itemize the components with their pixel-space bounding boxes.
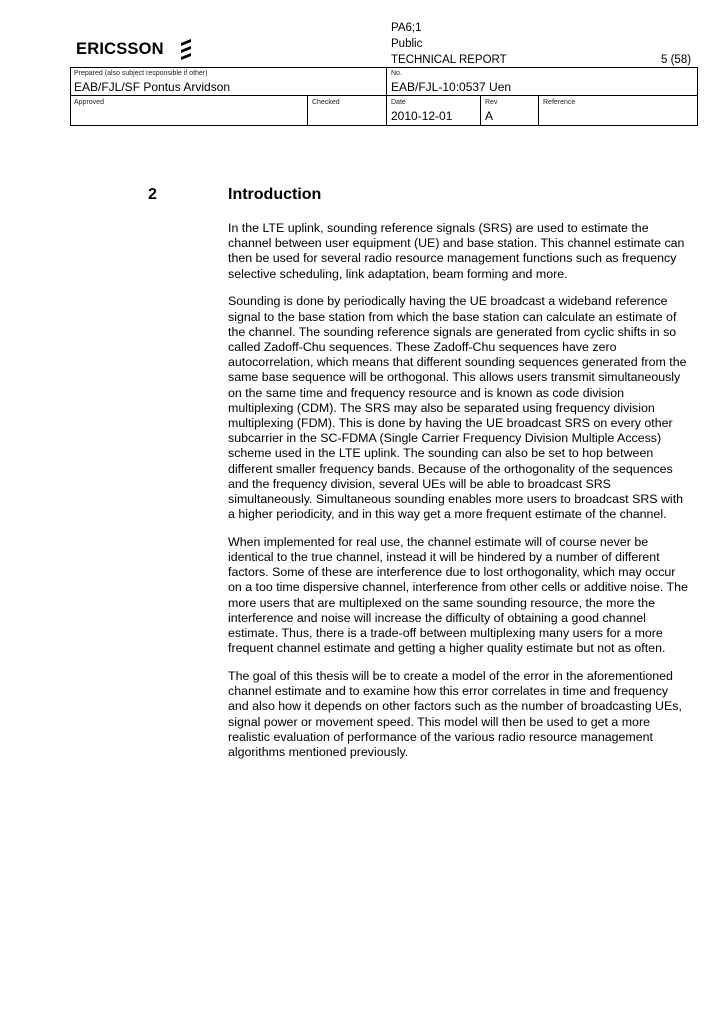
doc-code: PA6;1 bbox=[391, 22, 422, 34]
ericsson-mark-icon bbox=[178, 38, 194, 60]
section-body bbox=[228, 221, 690, 773]
rev-value: A bbox=[485, 109, 494, 123]
date-label: Date bbox=[391, 99, 406, 106]
header-rule-1 bbox=[70, 67, 698, 68]
paragraph: When implemented for real use, the channel estimate will of course never be identical to the true channel, instead it will be hindered by a number of different factors. Some of these are interference due to lost orthogonality, which may occur on a too time dispersive channel, interference from other cells or additive noise. The more users that are multiplexed on the same sounding resource, the more the interference and noise will increase the difficulty of obtaining a good channel estimate. Thus, there is a trade-off between multiplexing many users for a more frequent channel estimate and getting a higher quality estimate but not as often. bbox=[228, 534, 688, 656]
header-col-checked bbox=[307, 95, 308, 126]
header-rule-2 bbox=[70, 95, 698, 96]
prepared-value: EAB/FJL/SF Pontus Arvidson bbox=[74, 80, 231, 94]
company-logo-text: ERICSSON bbox=[76, 39, 164, 58]
header-col-reference bbox=[538, 95, 539, 126]
header-rule-3 bbox=[70, 125, 698, 126]
section-number: 2 bbox=[148, 186, 157, 203]
no-label: No. bbox=[391, 70, 402, 77]
header-col-rev bbox=[480, 95, 481, 126]
section-title: Introduction bbox=[228, 186, 322, 203]
header-left-border bbox=[70, 67, 71, 126]
rev-label: Rev bbox=[485, 99, 498, 106]
paragraph: The goal of this thesis will be to create a model of the error in the aforementioned channel estimate and to examine how this error correlates in time and frequency and also how it depends on other factors such as the number of broadcasting UEs, signal power or movement speed. This model will then be used to get a more realistic evaluation of performance of the various radio resource management algorithms mentioned previously. bbox=[228, 668, 682, 759]
reference-label: Reference bbox=[543, 99, 576, 106]
page-number: 5 (58) bbox=[661, 54, 692, 66]
paragraph: Sounding is done by periodically having the UE broadcast a wideband reference signal to the base station from which the base station can calculate an estimate of the channel. The sounding reference signals are generated from cyclic shifts in so called Zadoff-Chu sequences. These Zadoff-Chu sequences have zero autocorrelation, which means that different sounding sequences generated from the same base sequence will be orthogonal. This allows users transmit simultaneously on the same time and frequency resource and is known as code division multiplexing (CDM). The SRS may also be separated using frequency division multiplexing (FDM). This is done by having the UE broadcast SRS on every other subcarrier in the SC-FDMA (Single Carrier Frequency Division Multiple Access) scheme used in the LTE uplink. The sounding can also be set to hop between different smaller frequency bands. Because of the orthogonality of the sequences and the frequency division, several UEs will be able to broadcast SRS simultaneously. Simultaneous sounding enables more users to broadcast SRS with a higher periodicity, and in this way get a more frequent estimate of the channel. bbox=[228, 294, 687, 522]
company-logo bbox=[76, 37, 194, 61]
no-value: EAB/FJL-10:0537 Uen bbox=[391, 80, 512, 94]
doc-type: TECHNICAL REPORT bbox=[391, 54, 507, 66]
header-right-border bbox=[697, 67, 698, 126]
approved-label: Approved bbox=[74, 99, 104, 106]
doc-classification: Public bbox=[391, 38, 423, 50]
header-col-no bbox=[386, 67, 387, 126]
prepared-label: Prepared (also subject responsible if other) bbox=[74, 70, 208, 77]
date-value: 2010-12-01 bbox=[391, 109, 453, 123]
paragraph: In the LTE uplink, sounding reference signals (SRS) are used to estimate the channel between user equipment (UE) and base station. This channel estimate can then be used for several radio resource management functions such as frequency selective scheduling, link adaptation, beam forming and more. bbox=[228, 221, 685, 281]
checked-label: Checked bbox=[312, 99, 340, 106]
